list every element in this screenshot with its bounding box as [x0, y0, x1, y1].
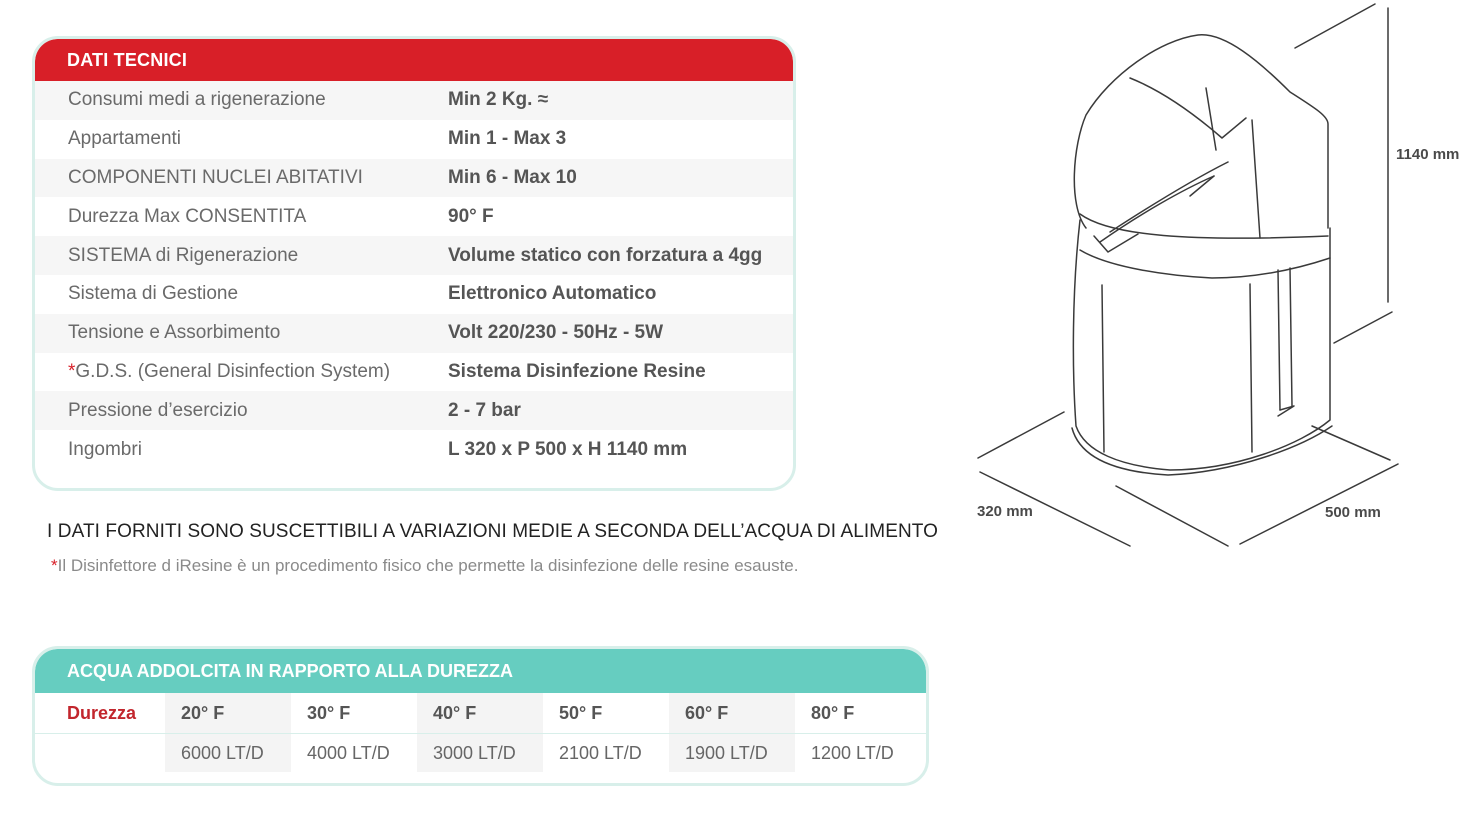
tech-data-value: Min 1 - Max 3: [448, 128, 567, 150]
tech-data-rows: [35, 81, 793, 469]
softener-dimension-drawing: [960, 0, 1484, 560]
tech-data-row: [35, 430, 793, 469]
tech-data-label-text: Ingombri: [68, 438, 142, 460]
tech-data-title: DATI TECNICI: [35, 39, 793, 81]
tech-data-row: [35, 236, 793, 275]
tech-data-card: [32, 36, 796, 491]
tech-data-row: [35, 314, 793, 353]
tech-data-value: Volt 220/230 - 50Hz - 5W: [448, 322, 664, 344]
tech-data-label: [35, 206, 448, 228]
tech-data-value: 90° F: [448, 205, 494, 227]
tech-data-label-text: COMPONENTI NUCLEI ABITATIVI: [68, 166, 363, 188]
hardness-table-card: [32, 646, 929, 786]
tech-data-label: [35, 439, 448, 461]
hardness-output-cell: 3000 LT/D: [417, 734, 543, 772]
hardness-level-cell: 50° F: [559, 702, 603, 723]
tech-data-label: [35, 128, 448, 150]
hardness-level-cell: 40° F: [417, 693, 543, 733]
footnote-asterisk: *: [51, 556, 58, 575]
tech-data-value: 2 - 7 bar: [448, 399, 521, 421]
tech-data-value: Min 2 Kg. ≈: [448, 89, 549, 111]
hardness-output-cell: 6000 LT/D: [165, 734, 291, 772]
hardness-level-cell: 80° F: [811, 702, 855, 723]
tech-data-row: [35, 391, 793, 430]
tech-data-row: [35, 275, 793, 314]
hardness-level-cell: 30° F: [307, 702, 351, 723]
tech-data-row: [35, 120, 793, 159]
hardness-level-cell: 60° F: [669, 693, 795, 733]
variation-note: I DATI FORNITI SONO SUSCETTIBILI A VARIAZIONI MEDIE A SECONDA DELL’ACQUA DI ALIMENTO: [47, 521, 939, 542]
hardness-output-cell: 2100 LT/D: [559, 742, 642, 763]
tech-data-label-text: Pressione d’esercizio: [68, 399, 248, 421]
tech-data-label: [35, 361, 448, 383]
tech-data-label-text: Appartamenti: [68, 128, 182, 150]
hardness-row-label: Durezza: [67, 702, 137, 723]
tech-data-label: [35, 400, 448, 422]
label-asterisk: *: [68, 360, 76, 382]
tech-data-label-text: G.D.S. (General Disinfection System): [75, 360, 391, 382]
tech-data-row: [35, 81, 793, 120]
tech-data-value: L 320 x P 500 x H 1140 mm: [448, 438, 688, 460]
tech-data-label-text: Consumi medi a rigenerazione: [68, 89, 326, 111]
hardness-table-title: ACQUA ADDOLCITA IN RAPPORTO ALLA DUREZZA: [35, 649, 926, 693]
tech-data-value: Sistema Disinfezione Resine: [448, 360, 706, 382]
hardness-levels-row: [35, 693, 926, 734]
tech-data-value: Elettronico Automatico: [448, 283, 657, 305]
width-dimension-label: 320 mm: [977, 503, 1033, 520]
tech-data-label-text: SISTEMA di Rigenerazione: [68, 244, 299, 266]
tech-data-label-text: Sistema di Gestione: [68, 283, 239, 305]
height-dimension-label: 1140 mm: [1396, 146, 1460, 163]
tech-data-label: [35, 89, 448, 111]
tech-data-label: [35, 322, 448, 344]
tech-data-label: [35, 245, 448, 267]
tech-data-value: Volume statico con forzatura a 4gg: [448, 244, 763, 266]
tech-data-row: [35, 197, 793, 236]
hardness-level-cell: 20° F: [165, 693, 291, 733]
tech-data-row: [35, 353, 793, 392]
footnote-text: Il Disinfettore d iResine è un procedimento fisico che permette la disinfezione delle resine esauste.: [57, 556, 799, 575]
hardness-output-cell: 4000 LT/D: [307, 742, 390, 763]
tech-data-value: Min 6 - Max 10: [448, 166, 577, 188]
hardness-output-cell: 1200 LT/D: [811, 742, 894, 763]
tech-data-label: [35, 283, 448, 305]
disinfection-footnote: [51, 556, 798, 576]
hardness-output-cell: 1900 LT/D: [669, 734, 795, 772]
depth-dimension-label: 500 mm: [1325, 504, 1381, 521]
tech-data-label-text: Durezza Max CONSENTITA: [68, 205, 307, 227]
tech-data-label: [35, 167, 448, 189]
tech-data-row: [35, 159, 793, 198]
tech-data-label-text: Tensione e Assorbimento: [68, 322, 281, 344]
hardness-outputs-row: [35, 734, 926, 772]
